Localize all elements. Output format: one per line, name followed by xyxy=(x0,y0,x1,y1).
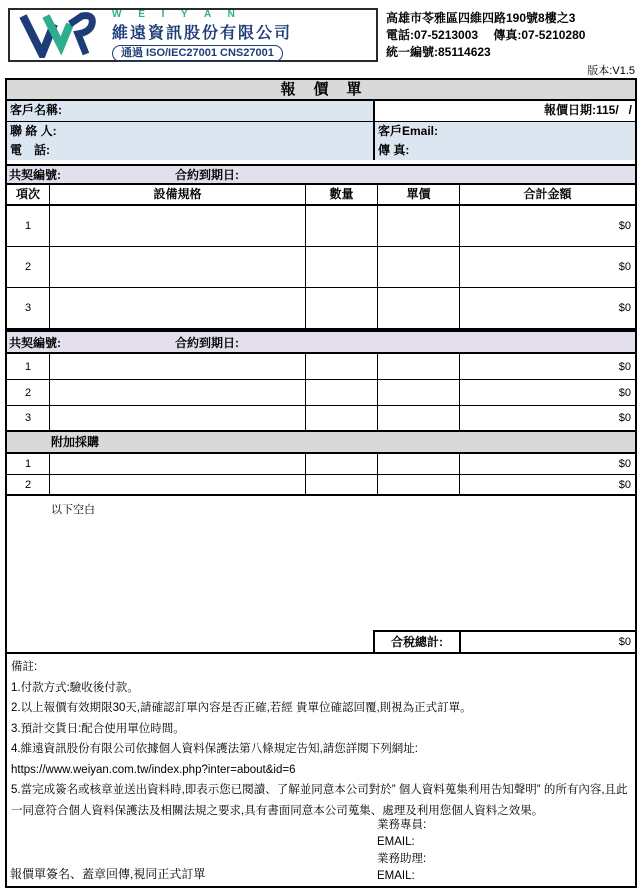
contract-expiry-label: 合約到期日: xyxy=(175,168,239,182)
customer-fax-field: 傳 真: xyxy=(373,141,635,160)
total-label: 合稅總計: xyxy=(375,632,461,652)
quotation-form xyxy=(5,78,637,888)
company-address: 高雄市苓雅區四維四路190號8樓之3 xyxy=(386,11,576,25)
table-row xyxy=(7,206,635,247)
form-title: 報價單 xyxy=(7,80,635,101)
company-phone-fax: 電話:07-5213003 傳真:07-5210280 xyxy=(386,28,586,42)
contract-strip-2 xyxy=(7,330,635,354)
signature-note: 報價單簽名、蓋章回傳,視同正式訂單 xyxy=(10,867,206,881)
unit-price-cell xyxy=(377,406,459,430)
unit-price-cell xyxy=(377,288,459,328)
sales-rep-label: 業務專員: xyxy=(377,819,427,831)
qty-cell xyxy=(305,354,377,379)
col-header-unit-price: 單價 xyxy=(377,185,459,204)
table-row xyxy=(7,247,635,288)
notes-title: 備註: xyxy=(11,661,38,673)
total-row xyxy=(373,630,635,652)
unit-price-cell xyxy=(377,247,459,287)
spec-cell xyxy=(49,475,305,494)
item-no-cell: 3 xyxy=(24,302,32,314)
additional-purchase-header: 附加採購 xyxy=(7,432,635,454)
unit-price-cell xyxy=(377,206,459,246)
item-no-cell: 1 xyxy=(24,220,32,232)
amount-cell: $0 xyxy=(459,380,635,405)
spec-cell xyxy=(49,354,305,379)
privacy-url-link[interactable]: https://www.weiyan.com.tw/index.php?inter=about&id=6 xyxy=(11,763,296,776)
total-value: $0 xyxy=(618,636,631,648)
item-no-cell: 3 xyxy=(24,412,32,424)
spec-cell xyxy=(49,380,305,405)
spec-cell xyxy=(49,406,305,430)
amount-cell: $0 xyxy=(459,247,635,287)
item-no-cell: 2 xyxy=(24,478,32,491)
qty-cell xyxy=(305,206,377,246)
note-line: 3.預計交貨日:配合使用單位時間。 xyxy=(11,722,185,735)
items-table-header xyxy=(7,185,635,206)
company-logo-icon xyxy=(18,12,102,58)
note-line: 2.以上報價有效期限30天,請確認訂單內容是否正確,若經 貴單位確認回覆,則視為正式訂單。 xyxy=(11,702,472,714)
customer-row-3 xyxy=(7,141,635,160)
contract-no-label: 共契編號: xyxy=(9,335,61,350)
qty-cell xyxy=(305,288,377,328)
company-tax-id: 統一編號:85114623 xyxy=(386,45,491,59)
qty-cell xyxy=(305,406,377,430)
amount-cell: $0 xyxy=(459,288,635,328)
qty-cell xyxy=(305,380,377,405)
table-row xyxy=(7,454,635,475)
amount-cell: $0 xyxy=(459,206,635,246)
note-line: 5.當完成簽名或核章並送出資料時,即表示您已閱讀、了解並同意本公司對於” 個人資料蒐集利用告知聲明” 的所有內容,且此一同意符合個人資料保護法及相關法規之要求,具有書面同意本公司蒐集、處理及利用您個人資料之效果。 xyxy=(11,784,628,817)
table-row xyxy=(7,406,635,432)
blank-note: 以下空白 xyxy=(51,504,95,516)
company-contact-block xyxy=(386,10,585,61)
company-brand xyxy=(112,9,292,62)
qty-cell xyxy=(305,454,377,474)
unit-price-cell xyxy=(377,475,459,494)
unit-price-cell xyxy=(377,380,459,405)
table-row xyxy=(7,380,635,406)
spec-cell xyxy=(49,454,305,474)
version-label: 版本:V1.5 xyxy=(587,65,635,77)
brand-en: W E I Y A N xyxy=(112,8,242,20)
qty-cell xyxy=(305,475,377,494)
unit-price-cell xyxy=(377,354,459,379)
notes-section xyxy=(7,654,635,886)
sales-contact-block xyxy=(377,817,426,885)
spec-cell xyxy=(49,206,305,246)
customer-name-field: 客戶名稱: xyxy=(7,101,373,121)
table-row xyxy=(7,288,635,330)
note-line: 4.維遠資訊股份有限公司依據個人資料保護法第八條規定告知,請您詳閱下列網址: xyxy=(11,743,418,755)
customer-row-1 xyxy=(7,101,635,122)
quote-date-field: 報價日期:115/ / xyxy=(373,101,635,121)
contract-expiry-label: 合約到期日: xyxy=(175,335,239,350)
spec-cell xyxy=(49,247,305,287)
note-line: 1.付款方式:驗收後付款。 xyxy=(11,681,139,694)
sales-rep-email-label: EMAIL: xyxy=(377,836,415,848)
certification-badge: 通過 ISO/IEC27001 CNS27001 xyxy=(112,45,283,62)
amount-cell: $0 xyxy=(459,475,635,494)
contract-no-label: 共契編號: xyxy=(9,168,61,182)
item-no-cell: 1 xyxy=(24,458,32,470)
unit-price-cell xyxy=(377,454,459,474)
sales-assistant-label: 業務助理: xyxy=(377,853,427,865)
table-row xyxy=(7,354,635,380)
qty-cell xyxy=(305,247,377,287)
customer-phone-field: 電 話: xyxy=(7,141,373,160)
item-no-cell: 2 xyxy=(24,261,32,273)
contract-strip-1 xyxy=(7,164,635,185)
amount-cell: $0 xyxy=(459,354,635,379)
customer-row-2 xyxy=(7,122,635,141)
amount-cell: $0 xyxy=(459,406,635,430)
company-name: 維遠資訊股份有限公司 xyxy=(112,24,293,42)
table-row xyxy=(7,475,635,496)
contact-person-field: 聯 絡 人: xyxy=(7,122,373,141)
col-header-qty: 數量 xyxy=(305,185,377,204)
col-header-item-no: 項次 xyxy=(15,187,40,201)
item-no-cell: 1 xyxy=(24,360,32,373)
col-header-amount: 合計金額 xyxy=(459,185,635,204)
company-logo-box xyxy=(8,8,378,62)
sales-assistant-email-label: EMAIL: xyxy=(377,870,415,882)
customer-email-field: 客戶Email: xyxy=(373,122,635,141)
item-no-cell: 2 xyxy=(24,386,32,399)
spec-cell xyxy=(49,288,305,328)
col-header-spec: 設備規格 xyxy=(49,185,305,204)
blank-area xyxy=(7,496,635,654)
amount-cell: $0 xyxy=(459,454,635,474)
